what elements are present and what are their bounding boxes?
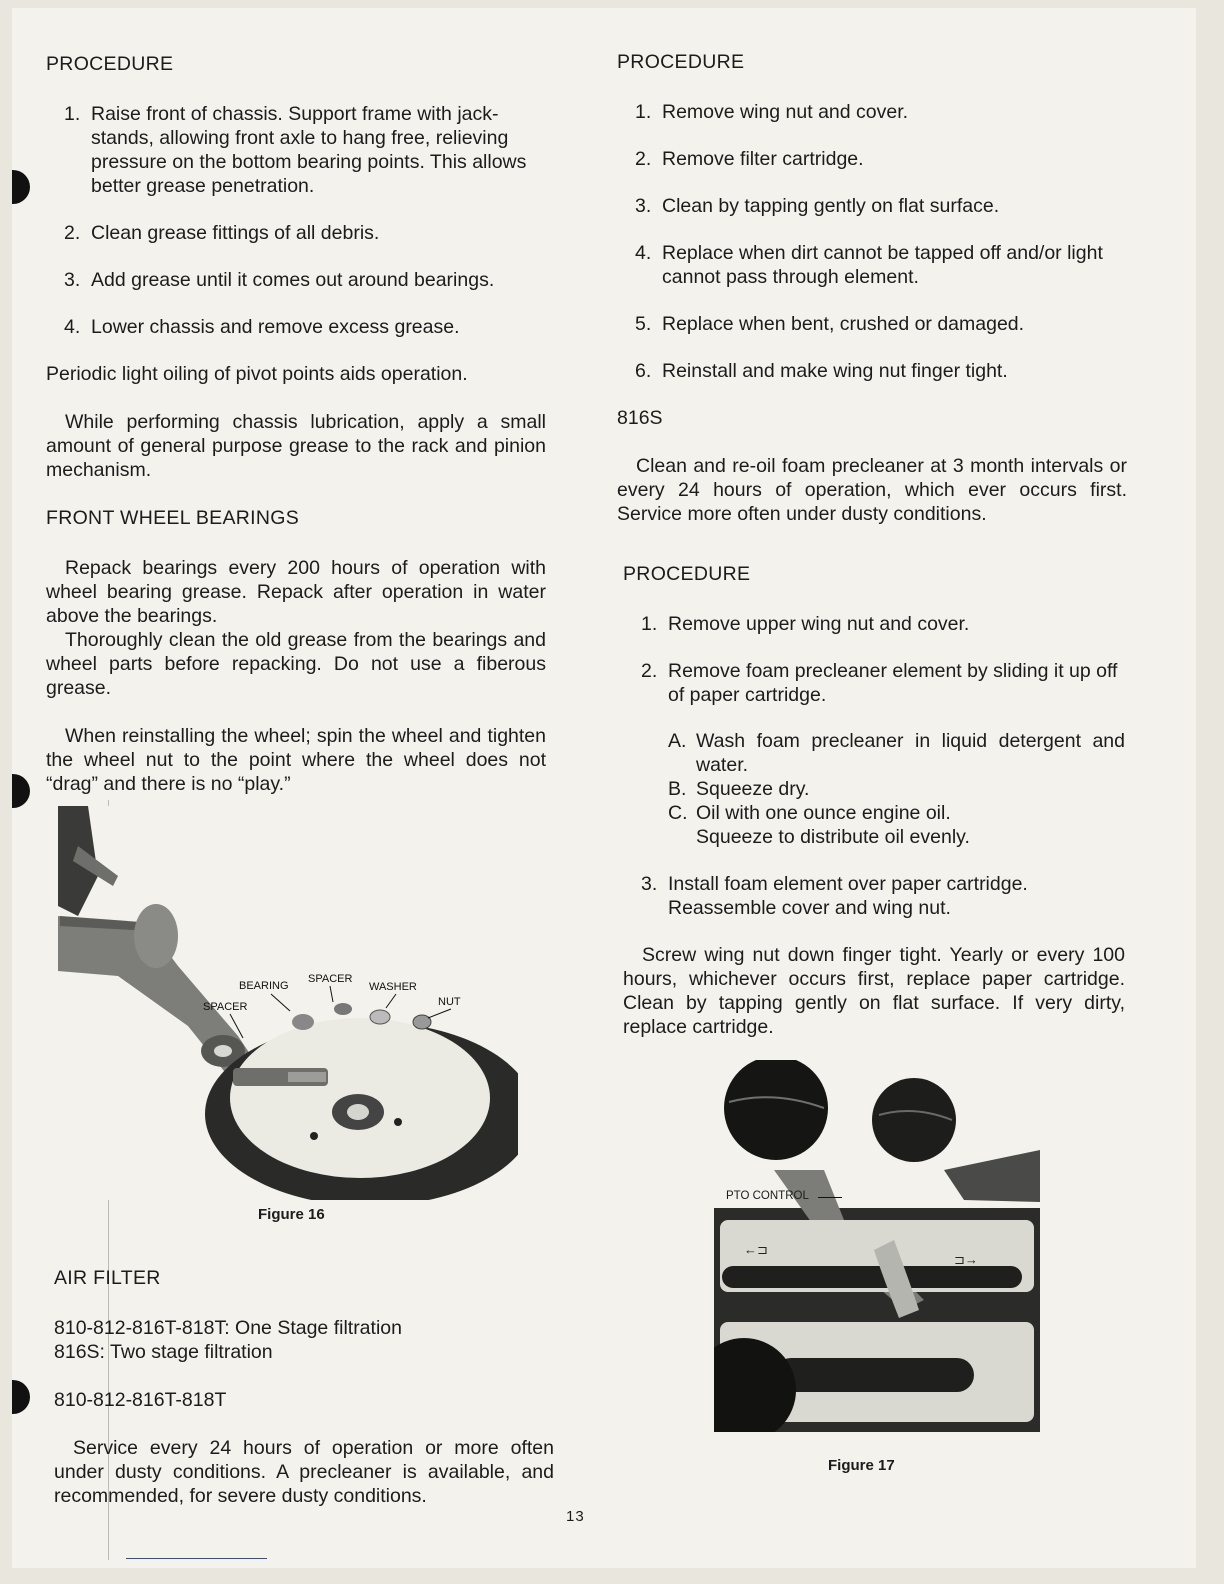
sub-steps (668, 729, 1125, 849)
chassis-steps (46, 102, 546, 339)
spacer-left-label: SPACER (203, 1001, 248, 1013)
list-item: 1. Remove upper wing nut and cover. (641, 613, 970, 635)
list-item: 2. Remove foam precleaner element by sliding it up off of paper cartridge. A. Wash foam precleaner in liquid detergent and water. B. Squeeze dry. C. Oil with one ounce engine oil. Squeeze to distribute oil evenly. (641, 660, 1125, 848)
pto-leader-line (818, 1197, 842, 1198)
svg-text:⊐→: ⊐→ (954, 1252, 978, 1267)
clean-reoil-paragraph: Clean and re-oil foam precleaner at 3 month intervals or every 24 hours of operation, which ever occurs first. Service more often under dusty conditions. (617, 455, 1127, 525)
reinstall-paragraph: When reinstalling the wheel; spin the wheel and tighten the wheel nut to the point where the wheel does not “drag” and there is no “play.” (46, 725, 546, 795)
figure-17-pto-control-photo (714, 1060, 1040, 1432)
clean-paragraph: Thoroughly clean the old grease from the bearings and wheel parts before repacking. Do not use a fiberous grease. (46, 629, 546, 699)
nut-label: NUT (438, 996, 461, 1008)
lubrication-paragraph: While performing chassis lubrication, apply a small amount of general purpose grease to the rack and pinion mechanism. (46, 411, 546, 481)
page-number: 13 (566, 1508, 585, 1525)
air-filter-section (54, 1266, 554, 1532)
figure-16-caption: Figure 16 (258, 1206, 325, 1223)
list-item: 4. Replace when dirt cannot be tapped off and/or light cannot pass through element. (635, 242, 1103, 288)
list-item: 3. Add grease until it comes out around bearings. (64, 269, 495, 291)
right-column (617, 50, 1127, 550)
list-item: 3. Clean by tapping gently on flat surface. (635, 195, 1000, 217)
svg-text:←⊐: ←⊐ (744, 1242, 768, 1257)
list-item: 2. Remove filter cartridge. (635, 148, 864, 170)
front-wheel-bearings-heading: FRONT WHEEL BEARINGS (46, 507, 300, 529)
figure-16-wheel-bearing-photo (58, 806, 518, 1200)
list-item: 1. Raise front of chassis. Support frame with jack-stands, allowing front axle to hang free, relieving pressure on the bottom bearing points. This allows better grease penetration. (64, 103, 527, 197)
service-paragraph: Service every 24 hours of operation or more often under dusty conditions. A precleaner is available, and recommended, for severe dusty conditions. (54, 1437, 554, 1507)
repack-paragraph: Repack bearings every 200 hours of operation with wheel bearing grease. Repack after operation in water above the bearings. (46, 557, 546, 627)
list-item: Squeeze to distribute oil evenly. (696, 826, 970, 848)
air-filter-heading: AIR FILTER (54, 1267, 161, 1289)
one-stage-line: 810-812-816T-818T: One Stage filtration (54, 1317, 402, 1339)
precleaner-procedure (623, 562, 1125, 1063)
list-item: 6. Reinstall and make wing nut finger tight. (635, 360, 1008, 382)
two-stage-line: 816S: Two stage filtration (54, 1341, 273, 1363)
list-item: 1. Remove wing nut and cover. (635, 101, 909, 123)
list-item: 2. Clean grease fittings of all debris. (64, 222, 380, 244)
list-item: C. Oil with one ounce engine oil. (668, 802, 951, 824)
list-item: B. Squeeze dry. (668, 778, 810, 800)
footer-line (126, 1558, 267, 1559)
figure-17-caption: Figure 17 (828, 1457, 895, 1474)
procedure-heading-2: PROCEDURE (617, 51, 745, 73)
screw-paragraph: Screw wing nut down finger tight. Yearly or every 100 hours, whichever occurs first, replace paper cartridge. Clean by tapping gently on flat surface. If very dirty, replace cartridge. (623, 944, 1125, 1038)
periodic-paragraph: Periodic light oiling of pivot points aids operation. (46, 363, 468, 385)
filter-steps (617, 100, 1127, 383)
list-item: 3. Install foam element over paper cartridge. Reassemble cover and wing nut. (641, 873, 1028, 919)
models-subheading: 810-812-816T-818T (54, 1389, 227, 1411)
washer-label: WASHER (369, 981, 417, 993)
list-item: A. Wash foam precleaner in liquid detergent and water. (668, 730, 1125, 776)
procedure-heading: PROCEDURE (46, 53, 174, 75)
list-item: 5. Replace when bent, crushed or damaged. (635, 313, 1025, 335)
pto-control-label: PTO CONTROL (726, 1190, 809, 1202)
list-item: 4. Lower chassis and remove excess grease. (64, 316, 460, 338)
precleaner-steps (623, 612, 1125, 920)
bearing-label: BEARING (239, 980, 289, 992)
spacer-top-label: SPACER (308, 973, 353, 985)
model-816s-subheading: 816S (617, 407, 663, 429)
left-column (46, 52, 546, 820)
procedure-heading-3: PROCEDURE (623, 563, 751, 585)
